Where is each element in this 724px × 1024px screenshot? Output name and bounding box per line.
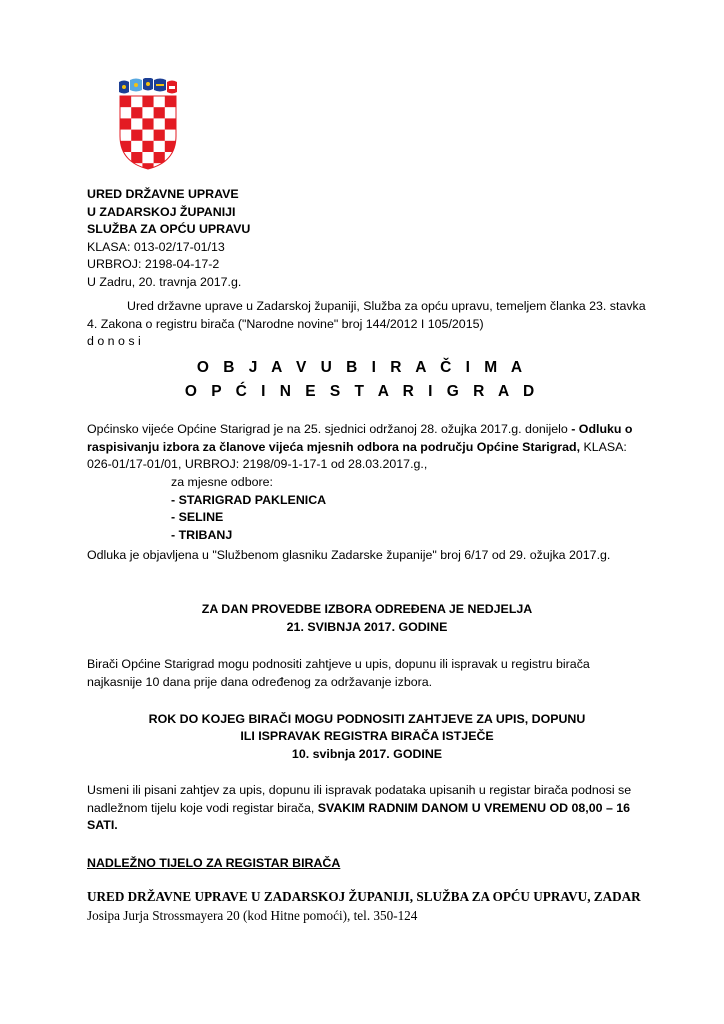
election-day-line-2: 21. SVIBNJA 2017. GODINE [286, 620, 448, 634]
issuer-header [87, 186, 250, 292]
place-date: U Zadru, 20. travnja 2017.g. [87, 274, 242, 289]
intro-paragraph [87, 298, 647, 333]
authority-name: URED DRŽAVNE UPRAVE U ZADARSKOJ ŽUPANIJI, SLUŽBA ZA OPĆU UPRAVU, ZADAR [87, 889, 641, 904]
submission-paragraph [87, 782, 647, 835]
submission-hours: SVAKIM RADNIM DANOM U VREMENU OD 08,00 – 16 SATI. [87, 800, 631, 833]
intro-text: Ured državne uprave u Zadarskoj županiji, Služba za opću upravu, temeljem članka 23. stavka 4. Zakona o registru birača ("Narodne novine" broj 144/2012 I 105/2015) [87, 299, 646, 331]
odbori-label: za mjesne odbore: [171, 475, 273, 489]
odbor-item: - TRIBANJ [171, 527, 233, 542]
document-title-line-2: O P Ć I N E S T A R I G R A D [184, 383, 540, 400]
decision-text-1: Općinsko vijeće Općine Starigrad je na 25. sjednici održanoj 28. ožujka 2017.g. donijelo [87, 422, 568, 436]
urbroj: URBROJ: 2198-04-17-2 [87, 257, 220, 272]
issuer-line-2: U ZADARSKOJ ŽUPANIJI [87, 204, 236, 219]
donosi: d o n o s i [87, 334, 141, 348]
croatian-coat-of-arms-icon [117, 78, 179, 170]
deadline-line-2: ILI ISPRAVAK REGISTRA BIRAČA ISTJEČE [240, 729, 494, 743]
odbor-item: - SELINE [171, 510, 224, 525]
decision-title: - Odluku o raspisivanju izbora za članove vijeća mjesnih odbora na području Općine Starigrad, [87, 422, 633, 454]
decision-text-2: KLASA: 026-01/17-01/01, URBROJ: 2198/09-1-17-1 od 28.03.2017.g., [87, 439, 627, 472]
decision-paragraph [87, 421, 647, 474]
authority-heading: NADLEŽNO TIJELO ZA REGISTAR BIRAČA [87, 856, 341, 870]
mjesni-odbori-list [171, 474, 326, 544]
election-day-line-1: ZA DAN PROVEDBE IZBORA ODREĐENA JE NEDJELJA [201, 602, 533, 616]
klasa: KLASA: 013-02/17-01/13 [87, 239, 225, 254]
authority-details: Josipa Jurja Strossmayera 20 (kod Hitne pomoći), tel. 350-124 [87, 907, 418, 923]
requests-info: Birači Općine Starigrad mogu podnositi zahtjeve u upis, dopunu ili ispravak u registru birača najkasnije 10 dana prije dana određenog za održavanje izbora. [87, 657, 590, 689]
document-title-line-1: O B J A V U B I R A Č I M A [196, 359, 528, 376]
published-paragraph: Odluka je objavljena u "Službenom glasniku Zadarske županije" broj 6/17 od 29. ožujka 2017.g. [87, 548, 611, 562]
issuer-line-3: SLUŽBA ZA OPĆU UPRAVU [87, 222, 251, 237]
deadline-line-1: ROK DO KOJEG BIRAČI MOGU PODNOSITI ZAHTJEVE ZA UPIS, DOPUNU [148, 712, 586, 726]
authority-address [87, 888, 647, 925]
issuer-line-1: URED DRŽAVNE UPRAVE [87, 187, 239, 201]
submission-text: Usmeni ili pisani zahtjev za upis, dopunu ili ispravak podataka upisanih u registar birača podnosi se nadležnom tijelu koje vodi registar birača, [87, 783, 632, 815]
deadline-line-3: 10. svibnja 2017. GODINE [291, 747, 443, 761]
odbor-item: - STARIGRAD PAKLENICA [171, 492, 327, 507]
